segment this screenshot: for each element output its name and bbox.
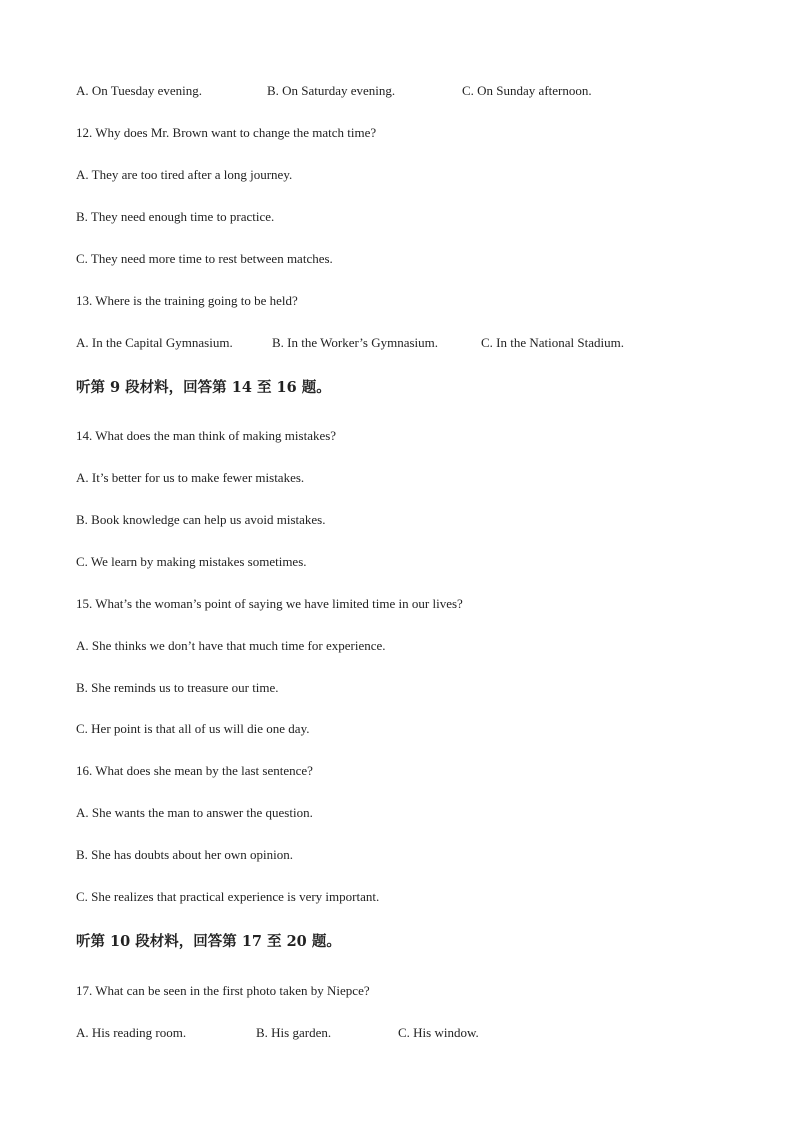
q14-option-b: B. Book knowledge can help us avoid mistakes. [76,512,326,527]
q13-option-b: B. In the Worker’s Gymnasium. [272,335,439,350]
q13-option-c: C. In the National Stadium. [481,335,624,350]
q12-option-c: C. They need more time to rest between matches. [76,251,333,266]
q17-option-b: B. His garden. [256,1025,332,1040]
q13-question: 13. Where is the training going to be held? [76,293,298,308]
section-10-heading: 听第 10 段材料，回答第 17 至 20 题。 [76,933,341,950]
section-9-heading: 听第 9 段材料，回答第 14 至 16 题。 [76,379,331,396]
q17-option-a: A. His reading room. [76,1025,187,1040]
q11-option-c: C. On Sunday afternoon. [462,83,592,98]
q15-option-c: C. Her point is that all of us will die one day. [76,721,310,736]
q11-option-b: B. On Saturday evening. [267,83,396,98]
q14-question: 14. What does the man think of making mistakes? [76,428,337,443]
q14-option-c: C. We learn by making mistakes sometimes. [76,554,307,569]
q16-option-a: A. She wants the man to answer the question. [76,805,313,820]
q12-option-a: A. They are too tired after a long journey. [76,167,293,182]
q17-option-c: C. His window. [398,1025,479,1040]
q16-question: 16. What does she mean by the last sentence? [76,763,313,778]
q15-option-b: B. She reminds us to treasure our time. [76,680,279,695]
q16-option-b: B. She has doubts about her own opinion. [76,847,294,862]
q12-option-b: B. They need enough time to practice. [76,209,275,224]
q17-question: 17. What can be seen in the first photo taken by Niepce? [76,983,370,998]
q15-question: 15. What’s the woman’s point of saying we have limited time in our lives? [76,596,463,611]
q15-option-a: A. She thinks we don’t have that much time for experience. [76,638,386,653]
q13-option-a: A. In the Capital Gymnasium. [76,335,233,350]
q16-option-c: C. She realizes that practical experience is very important. [76,889,380,904]
q11-option-a: A. On Tuesday evening. [76,83,203,98]
q14-option-a: A. It’s better for us to make fewer mistakes. [76,470,305,485]
q12-question: 12. Why does Mr. Brown want to change the match time? [76,125,377,140]
